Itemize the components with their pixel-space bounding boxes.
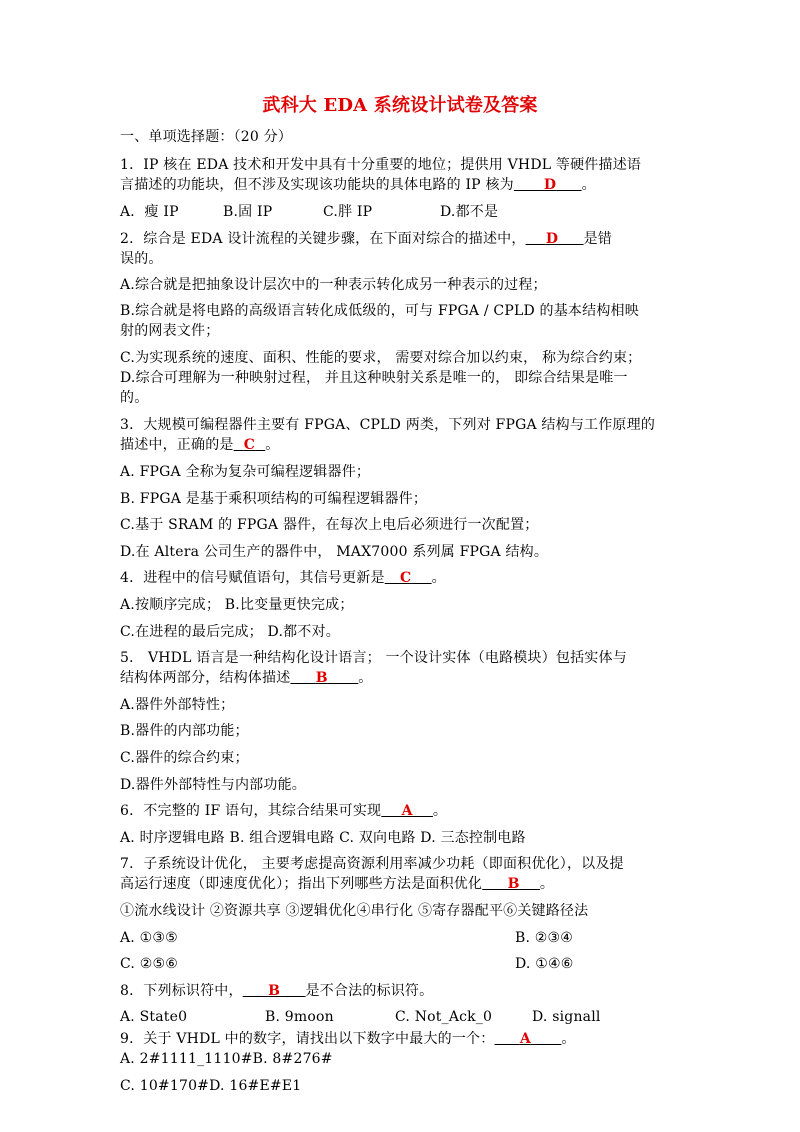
- page-title: 武科大 EDA 系统设计试卷及答案: [262, 95, 538, 116]
- q2-text-line1: 2．综合是 EDA 设计流程的关键步骤，在下面对综合的描述中， D 是错: [120, 231, 612, 247]
- q2-option-a: A.综合就是把抽象设计层次中的一种表示转化成另一种表示的过程；: [120, 277, 547, 293]
- q2-text-line2: 误的。: [120, 251, 163, 267]
- q7-option-b: B. ②③④: [515, 930, 574, 946]
- q7-text-line1: 7．子系统设计优化， 主要考虑提高资源利用率减少功耗（即面积优化），以及提: [120, 856, 624, 872]
- q5-option-a: A.器件外部特性；: [120, 697, 235, 713]
- q3-text-line2: 描述中，正确的是 C 。: [120, 437, 280, 453]
- q7-option-c: C. ②⑤⑥: [120, 956, 178, 972]
- q3-answer: C: [243, 437, 256, 453]
- q6-answer: A: [401, 803, 413, 819]
- q9-options-cd: C. 10#170#D. 16#E#E1: [120, 1078, 302, 1094]
- q5-option-d: D.器件外部特性与内部功能。: [120, 777, 306, 793]
- q1-option-b: B.固 IP: [223, 204, 273, 220]
- q6-text-line1: 6．不完整的 IF 语句，其综合结果可实现 A 。: [120, 803, 448, 819]
- q5-text-line2: 结构体两部分，结构体描述 B 。: [120, 670, 373, 686]
- q9-text-line1: 9．关于 VHDL 中的数字，请找出以下数字中最大的一个： A 。: [120, 1031, 576, 1047]
- q4-text-line1: 4．进程中的信号赋值语句，其信号更新是 C 。: [120, 570, 446, 586]
- q5-text-line1: 5． VHDL 语言是一种结构化设计语言； 一个设计实体（电路模块）包括实体与: [120, 650, 627, 666]
- section-heading: 一、单项选择题：（20 分）: [120, 129, 293, 145]
- q7-items: ①流水线设计 ②资源共享 ③逻辑优化④串行化 ⑤寄存器配平⑥关键路径法: [120, 903, 589, 919]
- q5-answer: B: [315, 670, 328, 686]
- q3-option-b: B. FPGA 是基于乘积项结构的可编程逻辑器件；: [120, 491, 428, 507]
- q2-option-d-line1: D.综合可理解为一种映射过程， 并且这种映射关系是唯一的， 即综合结果是唯一: [120, 370, 628, 386]
- q3-option-c: C.基于 SRAM 的 FPGA 器件，在每次上电后必须进行一次配置；: [120, 517, 539, 533]
- q5-option-b: B.器件的内部功能；: [120, 723, 249, 739]
- q7-answer: B: [507, 876, 520, 892]
- q9-options-ab: A. 2#1111_1110#B. 8#276#: [120, 1051, 333, 1067]
- q4-options-ab: A.按顺序完成； B.比变量更快完成；: [120, 597, 354, 613]
- q3-option-d: D.在 Altera 公司生产的器件中， MAX7000 系列属 FPGA 结构。: [120, 544, 549, 560]
- q1-text-line1: 1．IP 核在 EDA 技术和开发中具有十分重要的地位；提供用 VHDL 等硬件描述语: [120, 157, 642, 173]
- q7-text-line2: 高运行速度（即速度优化）；指出下列哪些方法是面积优化 B 。: [120, 876, 555, 892]
- q1-option-d: D.都不是: [440, 204, 499, 220]
- q8-option-d: D. signall: [532, 1009, 601, 1025]
- q1-option-c: C.胖 IP: [323, 204, 373, 220]
- q4-options-cd: C.在进程的最后完成； D.都不对。: [120, 624, 340, 640]
- q6-options: A. 时序逻辑电路 B. 组合逻辑电路 C. 双向电路 D. 三态控制电路: [120, 830, 526, 846]
- q2-answer: D: [545, 231, 559, 247]
- q4-answer: C: [399, 570, 412, 586]
- q3-option-a: A. FPGA 全称为复杂可编程逻辑器件；: [120, 464, 371, 480]
- q2-option-b-line1: B.综合就是将电路的高级语言转化成低级的，可与 FPGA / CPLD 的基本结构相映: [120, 303, 639, 319]
- q3-text-line1: 3．大规模可编程器件主要有 FPGA、CPLD 两类，下列对 FPGA 结构与工作原理的: [120, 417, 656, 433]
- q1-stem: 言描述的功能块，但不涉及实现该功能块的具体电路的 IP 核为: [120, 177, 514, 193]
- q2-option-c: C.为实现系统的速度、面积、性能的要求， 需要对综合加以约束， 称为综合约束；: [120, 350, 642, 366]
- q8-option-b: B. 9moon: [265, 1009, 334, 1025]
- q8-text-line1: 8．下列标识符中， B 是不合法的标识符。: [120, 983, 434, 999]
- q5-option-c: C.器件的综合约束；: [120, 750, 249, 766]
- q2-option-d-line2: 的。: [120, 390, 149, 406]
- q8-option-c: C. Not_Ack_0: [395, 1009, 493, 1025]
- q8-answer: B: [268, 983, 281, 999]
- q9-answer: A: [519, 1031, 531, 1047]
- q1-answer: D: [543, 177, 557, 193]
- q8-option-a: A. State0: [120, 1009, 188, 1025]
- q1-text-line2: [120, 176, 596, 194]
- q7-option-a: A. ①③⑤: [120, 930, 178, 946]
- q1-option-a: A．瘦 IP: [120, 204, 179, 220]
- q7-option-d: D. ①④⑥: [515, 956, 574, 972]
- q2-option-b-line2: 射的网表文件；: [120, 323, 220, 339]
- q1-stem-end: 。: [581, 177, 596, 193]
